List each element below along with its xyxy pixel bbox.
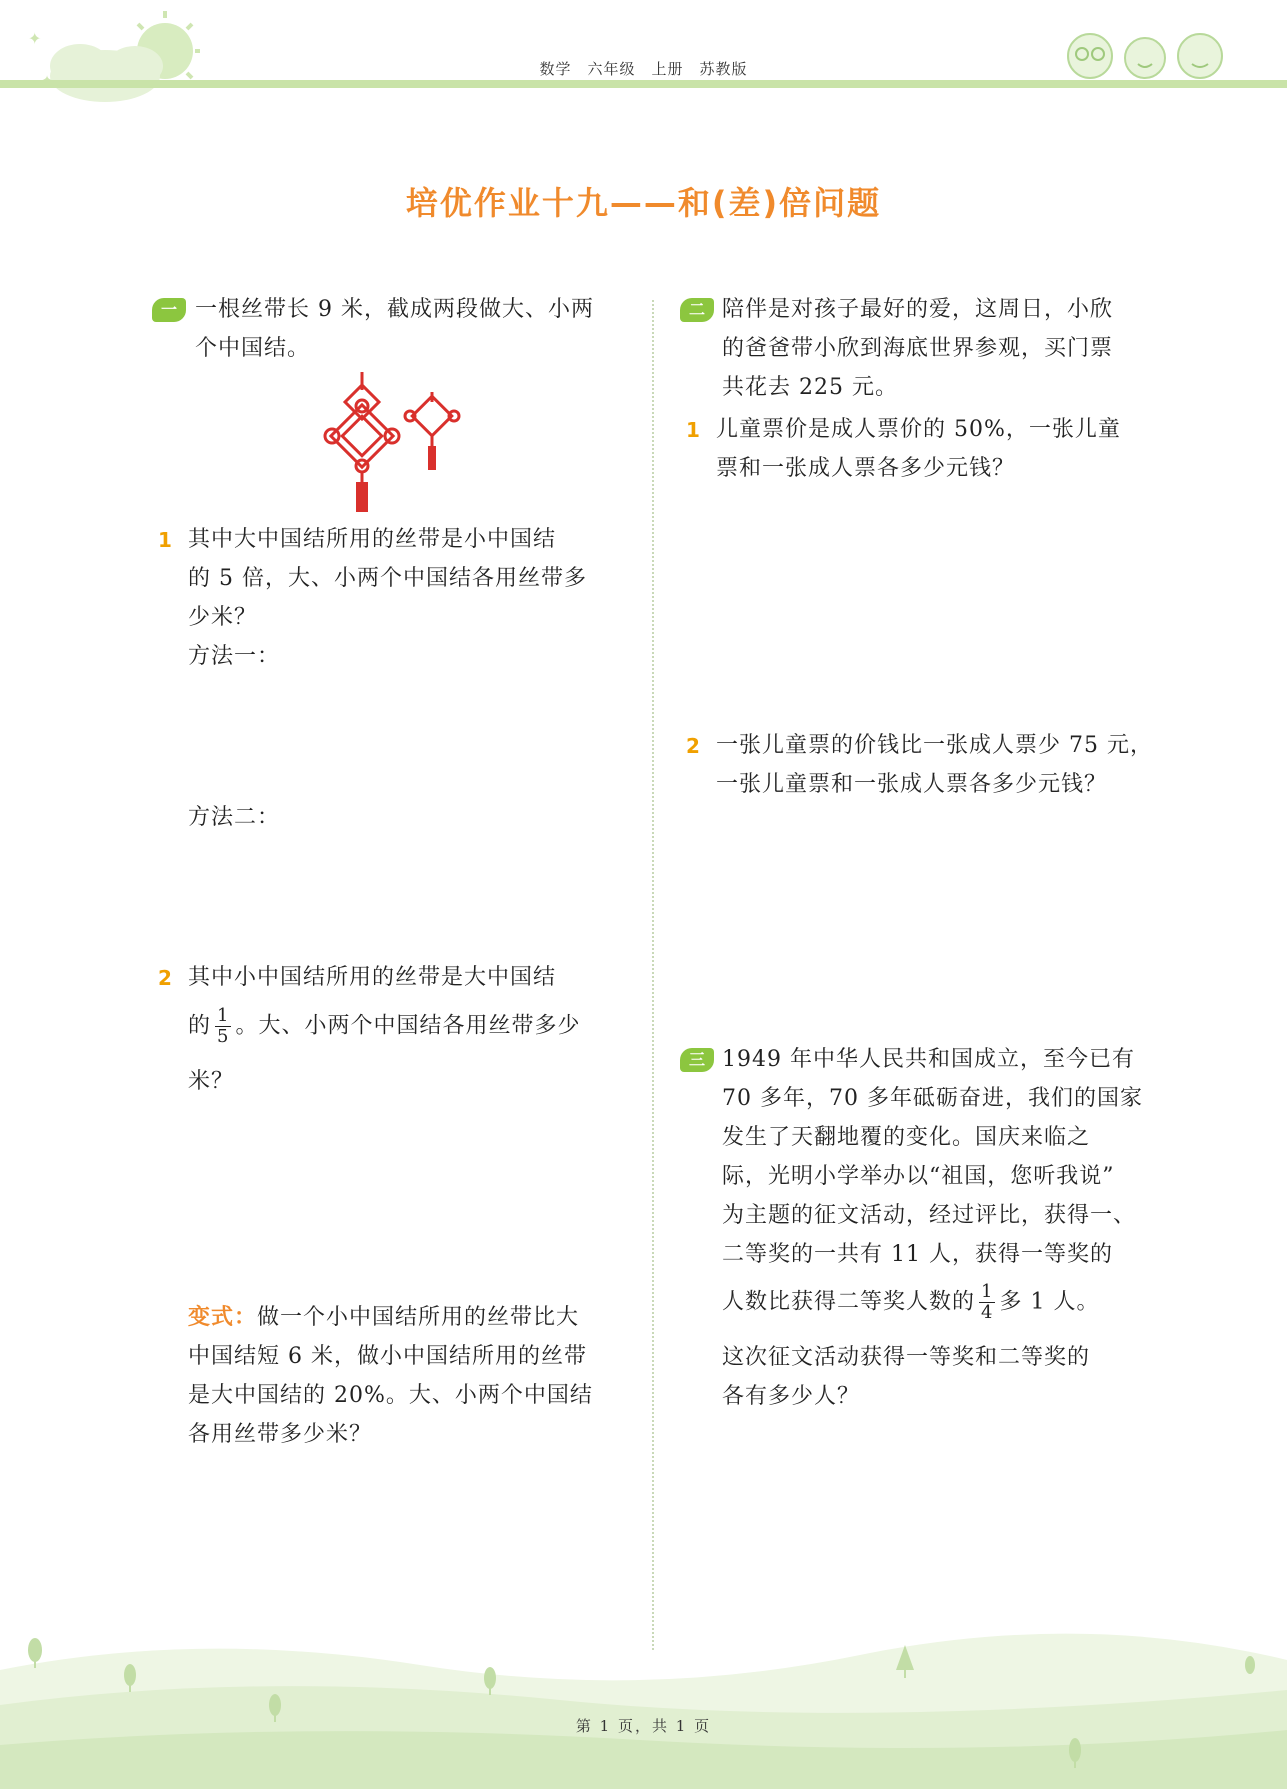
variant-line3: 是大中国结的 20%。大、小两个中国结 bbox=[188, 1383, 593, 1408]
s3-line5: 为主题的征文活动，经过评比，获得一、 bbox=[722, 1203, 1137, 1228]
fraction-one-fifth bbox=[215, 1006, 231, 1047]
s3-line3: 发生了天翻地覆的变化。国庆来临之 bbox=[722, 1125, 1091, 1150]
section1-intro-line1: 一根丝带长 9 米，截成两段做大、小两 bbox=[195, 297, 594, 322]
section2-intro-line3: 共花去 225 元。 bbox=[722, 375, 898, 400]
method-two-label: 方法二： bbox=[188, 805, 281, 830]
variant-line2: 中国结短 6 米，做小中国结所用的丝带 bbox=[188, 1344, 587, 1369]
page-number: 第 1 页，共 1 页 bbox=[575, 1717, 712, 1735]
column-divider bbox=[652, 300, 654, 1650]
fraction-numerator: 1 bbox=[981, 1281, 994, 1302]
method-one-label: 方法一： bbox=[188, 644, 281, 669]
s2q2-line2: 一张儿童票和一张成人票各多少元钱？ bbox=[716, 772, 1108, 797]
q2-line3: 米？ bbox=[188, 1069, 235, 1094]
sun-cloud-decoration bbox=[20, 6, 200, 106]
s3-line2: 70 多年，70 多年砥砺奋进，我们的国家 bbox=[722, 1086, 1143, 1111]
q1-line2: 的 5 倍，大、小两个中国结各用丝带多 bbox=[188, 566, 587, 591]
s3-line7-pre: 人数比获得二等奖人数的 bbox=[722, 1289, 976, 1315]
q2-line2-pre: 的 bbox=[188, 1013, 212, 1039]
fraction-denominator: 5 bbox=[217, 1026, 230, 1047]
s3-line6: 二等奖的一共有 11 人，获得一等奖的 bbox=[722, 1242, 1113, 1267]
page-title: 培优作业十九——和(差)倍问题 bbox=[405, 184, 882, 222]
section-badge-2: 二 bbox=[680, 298, 714, 322]
s3-line4: 际，光明小学举办以“祖国，您听我说” bbox=[722, 1164, 1115, 1189]
fraction-one-quarter bbox=[979, 1282, 995, 1323]
header-band bbox=[0, 80, 1287, 88]
q2-line2-post: 。大、小两个中国结各用丝带多少 bbox=[235, 1013, 581, 1039]
s3-line1: 1949 年中华人民共和国成立，至今已有 bbox=[722, 1047, 1135, 1072]
variant-line4: 各用丝带多少米？ bbox=[188, 1422, 373, 1447]
question-number: 1 bbox=[686, 418, 700, 442]
variant-line1 bbox=[188, 1298, 579, 1337]
fraction-numerator: 1 bbox=[217, 1005, 230, 1026]
s2q1-line2: 票和一张成人票各多少元钱？ bbox=[716, 456, 1016, 481]
svg-text:✦: ✦ bbox=[28, 29, 42, 48]
q2-line2 bbox=[188, 1006, 580, 1047]
s2q2-line1: 一张儿童票的价钱比一张成人票少 75 元， bbox=[716, 733, 1153, 758]
section2-intro-line1: 陪伴是对孩子最好的爱，这周日，小欣 bbox=[722, 297, 1114, 322]
question-number: 2 bbox=[686, 734, 700, 758]
variant-label: 变式： bbox=[188, 1305, 258, 1330]
q2-line1: 其中小中国结所用的丝带是大中国结 bbox=[188, 965, 557, 990]
header-subject-info: 数学 六年级 上册 苏教版 bbox=[539, 60, 748, 78]
question-number: 2 bbox=[158, 966, 172, 990]
s3-line7 bbox=[722, 1282, 1099, 1323]
question-number: 1 bbox=[158, 528, 172, 552]
s3-line9: 各有多少人？ bbox=[722, 1384, 861, 1409]
section2-intro-line2: 的爸爸带小欣到海底世界参观，买门票 bbox=[722, 336, 1114, 361]
section-badge-3: 三 bbox=[680, 1048, 714, 1072]
q1-line3: 少米？ bbox=[188, 605, 258, 630]
section-badge-1: 一 bbox=[152, 298, 186, 322]
s3-line7-post: 多 1 人。 bbox=[999, 1289, 1100, 1315]
section1-intro-line2: 个中国结。 bbox=[195, 336, 311, 361]
s2q1-line1: 儿童票价是成人票价的 50%，一张儿童 bbox=[716, 417, 1121, 442]
hills-footer-decoration bbox=[0, 1610, 1287, 1789]
q1-line1: 其中大中国结所用的丝带是小中国结 bbox=[188, 527, 557, 552]
s3-line8: 这次征文活动获得一等奖和二等奖的 bbox=[722, 1345, 1091, 1370]
fraction-denominator: 4 bbox=[981, 1302, 994, 1323]
variant-line1-text: 做一个小中国结所用的丝带比大 bbox=[257, 1305, 580, 1330]
chinese-knot-illustration bbox=[322, 372, 462, 512]
